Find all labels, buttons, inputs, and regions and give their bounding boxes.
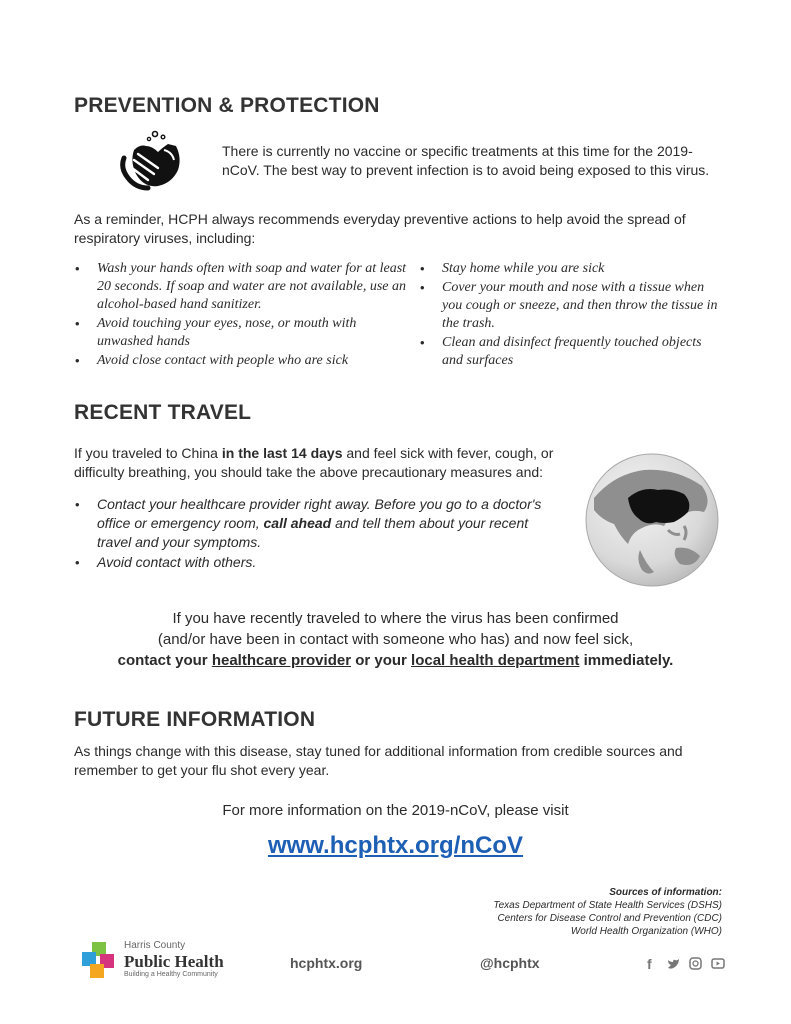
hcphtx-ncov-link[interactable]: www.hcphtx.org/nCoV bbox=[267, 832, 524, 859]
logo-top-text: Harris County bbox=[124, 940, 186, 951]
source-line: Texas Department of State Health Services (DSHS) bbox=[493, 900, 722, 911]
list-item: • Avoid touching your eyes, nose, or mouth with unwashed hands bbox=[74, 315, 408, 351]
travel-notice: If you have recently traveled to where the virus has been confirmed (and/or have been in contact with someone who has) and now feel sick, contact your healthcare provider or your local health department immediately. bbox=[117, 610, 674, 669]
twitter-icon[interactable] bbox=[667, 958, 681, 970]
healthcare-provider-link: healthcare provider bbox=[211, 652, 352, 669]
handwashing-icon bbox=[118, 128, 186, 192]
future-heading: FUTURE INFORMATION bbox=[74, 708, 316, 731]
social-icons bbox=[647, 956, 727, 972]
prevention-list-right bbox=[419, 260, 719, 371]
logo-name: Public Health bbox=[124, 952, 224, 971]
travel-list bbox=[74, 495, 554, 573]
local-health-department-link: local health department bbox=[411, 652, 580, 669]
prevention-reminder: As a reminder, HCPH always recommends everyday preventive actions to help avoid the spread of respiratory viruses, including: bbox=[74, 211, 686, 246]
source-line: Centers for Disease Control and Prevention (CDC) bbox=[497, 913, 722, 924]
logo-tagline: Building a Healthy Community bbox=[124, 971, 218, 978]
source-line: World Health Organization (WHO) bbox=[570, 926, 722, 937]
visit-text: For more information on the 2019-nCoV, please visit bbox=[222, 802, 569, 819]
list-item: • Wash your hands often with soap and water for at least 20 seconds. If soap and water are not available, use an alcohol-based hand sanitizer. bbox=[74, 260, 408, 314]
list-item: • Avoid contact with others. bbox=[74, 553, 554, 572]
globe-china-icon bbox=[584, 452, 720, 588]
facebook-icon[interactable]: f bbox=[647, 956, 652, 972]
prevention-heading: PREVENTION & PROTECTION bbox=[74, 94, 380, 117]
footer-handle[interactable]: @hcphtx bbox=[480, 955, 540, 971]
sources-block bbox=[430, 886, 722, 938]
travel-intro: If you traveled to China in the last 14 days and feel sick with fever, cough, or difficulty breathing, you should take the above precautionary measures and: bbox=[74, 445, 554, 480]
future-text: As things change with this disease, stay tuned for additional information from credible sources and remember to get your flu shot every year. bbox=[74, 743, 683, 778]
travel-heading: RECENT TRAVEL bbox=[74, 401, 252, 424]
list-item: • Contact your healthcare provider right away. Before you go to a doctor's office or emergency room, call ahead and tell them about your recent travel and your symptoms. bbox=[74, 495, 554, 552]
youtube-icon[interactable] bbox=[711, 958, 725, 969]
hcph-logo-mark bbox=[82, 942, 118, 978]
footer-website[interactable]: hcphtx.org bbox=[290, 955, 363, 971]
list-item: • Stay home while you are sick bbox=[419, 260, 719, 278]
sources-title: Sources of information: bbox=[609, 887, 722, 898]
list-item: • Cover your mouth and nose with a tissue when you cough or sneeze, and then throw the tissue in the trash. bbox=[419, 279, 719, 333]
instagram-icon[interactable] bbox=[689, 957, 702, 970]
prevention-list-left bbox=[74, 260, 408, 371]
list-item: • Clean and disinfect frequently touched objects and surfaces bbox=[419, 334, 719, 370]
prevention-intro: There is currently no vaccine or specific treatments at this time for the 2019-nCoV. The best way to prevent infection is to avoid being exposed to this virus. bbox=[222, 143, 710, 178]
list-item: • Avoid close contact with people who are sick bbox=[74, 352, 408, 370]
